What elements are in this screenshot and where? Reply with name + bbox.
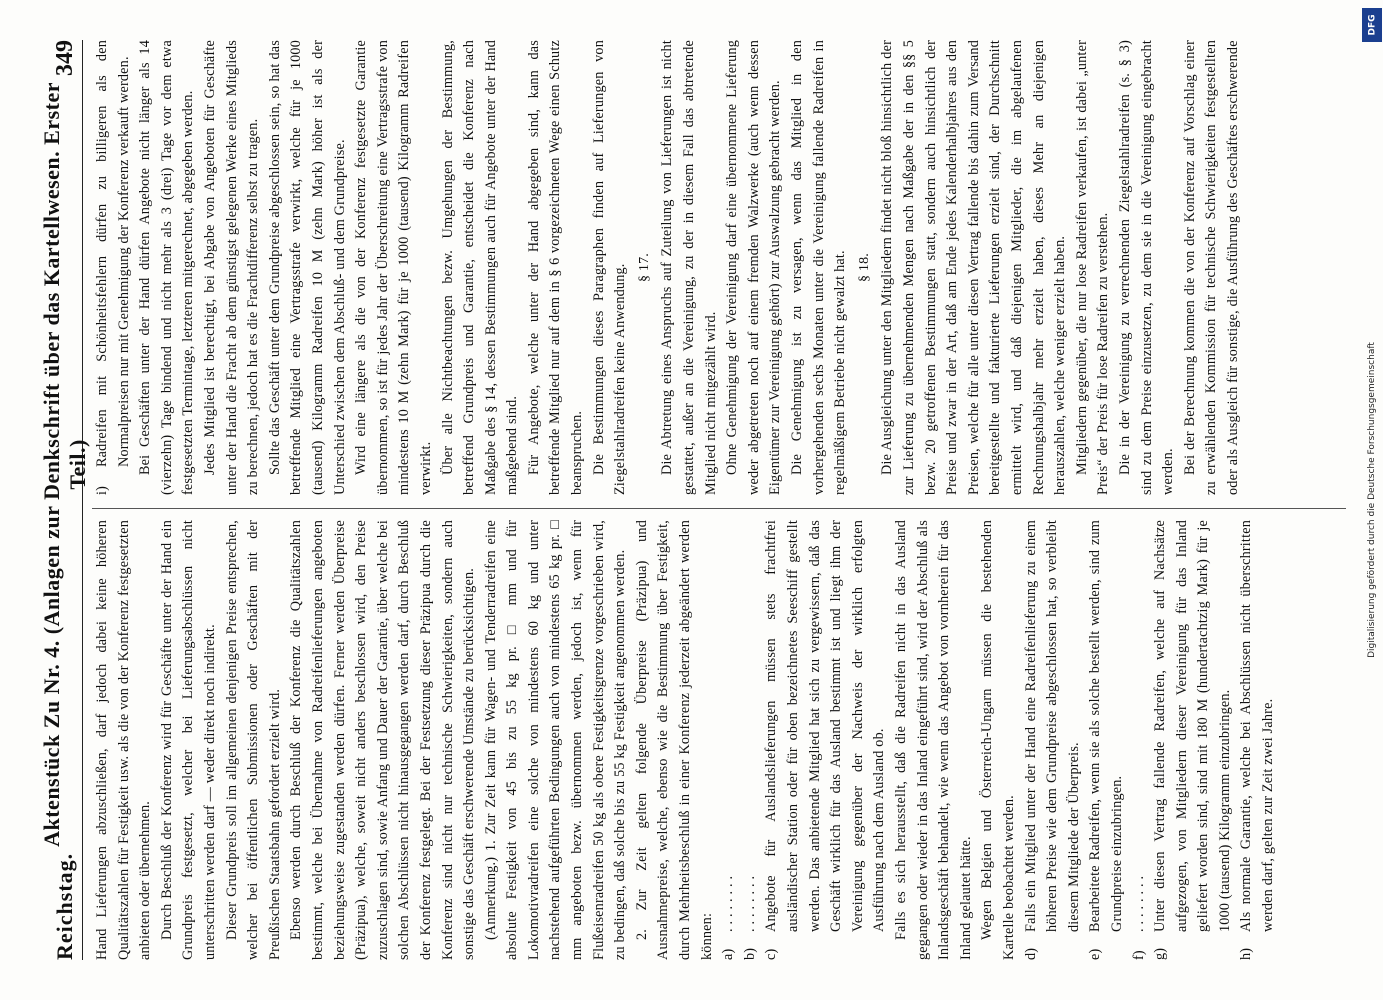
list-item-label: c) [763, 948, 780, 960]
list-item-label: i) [94, 485, 110, 495]
list-item [1129, 520, 1151, 960]
paragraph: Jedes Mitglied ist berechtigt, bei Abgabe von Angeboten für Geschäfte unter der Hand die Fracht ab dem günstigst gelegenen Werke eines Mitglieds zu berechnen, jedoch hat es die Frachtdifferenz selbst zu tragen. [201, 40, 262, 495]
paragraph: 2. Zur Zeit gelten folgende Überpreise (Präzipua) und Ausnahmepreise, welche, ebenso wie die Bestimmung über Festigkeit, durch Mehrheitsbeschluß in einer Konferenz jederzeit abgeändert werden können: [633, 520, 715, 960]
list-item-label: h) [1238, 947, 1255, 960]
paragraph: Ebenso werden durch Beschluß der Konferenz die Qualitätszahlen bestimmt, welche bei Übernahme von Radreifenlieferungen angeboten beziehungsweise zugestanden werden dürfen. Ferner werden Überpreise (Präzipua), welche, soweit nicht anders beschlossen wird, den Preise zuzuschlagen sind, sowie Anfang und Dauer der Garantie, über welche bei solchen Abschlüssen nicht hinausgegangen werden darf, durch Beschluß der Konferenz festgelegt. Bei der Festsetzung dieser Präzipua durch die Konferenz sind nicht nur technische Schwierigkeiten, sondern auch sonstige das Geschäft erschwerende Umstände zu berücksichtigen. [288, 520, 478, 960]
section-heading: § 18. [856, 253, 872, 282]
paragraph: Hand Lieferungen abzuschließen, darf jedoch dabei keine höheren Qualitätszahlen für Festigkeit usw. als die von der Konferenz festgesetzten anbieten oder übernehmen. [94, 520, 154, 960]
paragraph: Für Angebote, welche unter der Hand abgegeben sind, kann das betreffende Mitglied nur auf dem in § 6 vorgezeichneten Wege einen Schutz beanspruchen. [525, 40, 586, 495]
list-item-text: Als normale Garantie, welche bei Abschlüssen nicht überschritten werden darf, gelten zur Zeit zwei Jahre. [1238, 520, 1277, 932]
list-item [761, 520, 891, 960]
section-heading: § 17. [636, 253, 652, 282]
paragraph: Wird eine längere als die von der Konferenz festgesetzte Garantie übernommen, so ist für jedes Jahr der Überschreitung eine Vertragsstrafe von mindestens 10 M (zehn Mark) für je 1000 (tausend) Kilogramm Radreifen verwirkt. [353, 40, 434, 495]
list-item [92, 40, 135, 495]
rotated-page [40, 20, 1370, 980]
column-divider [92, 508, 1346, 509]
paragraph: Die Ausgleichung unter den Mitgliedern findet nicht bloß hinsichtlich der zur Lieferung zu übernehmenden Mengen nach Maßgabe der in den §§ 5 bezw. 20 getroffenen Bestimmungen statt, sondern auch hinsichtlich der Preise und zwar in der Art, daß am Ende jedes Kalenderhalbjahres aus den Preisen, welche für alle unter diesen Vertrag fallende bis dahin zum Versand bereitgestellte und fakturierte Lieferungen erzielt sind, der Durchschnitt ermittelt wird, und daß diejenigen Mitglieder, die im abgelaufenen Rechnungshalbjahr mehr erzielt haben, dieses Mehr an diejenigen herauszahlen, welche weniger erzielt haben. [879, 40, 1069, 495]
paragraph: Durch Beschluß der Konferenz wird für Geschäfte unter der Hand ein Grundpreis festgesetzt, welcher bei Lieferungsabschlüssen nicht unterschritten werden darf — weder direkt noch indirekt. [158, 520, 218, 960]
paragraph: Die Abtretung eines Anspruchs auf Zuteilung von Lieferungen ist nicht gestattet, außer an die Vereinigung, zu der in diesem Fall das abtretende Mitglied nicht mitgezählt wird. [659, 40, 719, 495]
paragraph: Mitgliedern gegenüber, die nur lose Radreifen verkaufen, ist dabei „unter Preis“ der Preis für lose Radreifen zu verstehen. [1073, 40, 1112, 495]
paragraph: Sollte das Geschäft unter dem Grundpreise abgeschlossen sein, so hat das betreffende Mitglied eine Vertragsstrafe verwirkt, welche für je 1000 (tausend) Kilogramm Radreifen 10 M (zehn Mark) höher ist als der Unterschied zwischen dem Abschluß- und dem Grundpreise. [266, 40, 348, 495]
paragraph: Wegen Belgien und Österreich-Ungarn müssen die bestehenden Kartelle beobachtet werden. [979, 520, 1017, 960]
list-item [1236, 520, 1279, 960]
list-item-text: Unter diesen Vertrag fallende Radreifen, welche auf Nachsätze aufgezogen, von Mitgliedern dieser Vereinigung für das Inland geliefert worden sind, sind mit 180 M (hundertachtzig Mark) für je 1000 (tausend) Kilogramm einzubringen. [1152, 520, 1233, 932]
list-item-label: a) [720, 948, 737, 960]
list-item [1150, 520, 1236, 960]
header-title: Aktenstück Zu Nr. 4. (Anlagen zur Denkschrift über das Kartellwesen. Erster Teil.) [39, 81, 90, 847]
list-item-text: . . . . . . . . [1130, 875, 1147, 932]
left-column [92, 520, 1350, 960]
right-column [92, 40, 1350, 495]
paragraph: Bei Geschäften unter der Hand dürfen Angebote nicht länger als 14 (vierzehn) Tage bindend und nicht mehr als 3 (drei) Tage vor dem etwa festgesetzten Termintage, letzteren mitgerechnet, abgegeben werden. [137, 40, 197, 495]
list-item-text: . . . . . . . . [720, 875, 737, 932]
list-item-text: . . . . . . . . [741, 875, 758, 932]
list-item-label: b) [741, 947, 758, 960]
list-item-text: Angebote für Auslandslieferungen müssen stets frachtfrei ausländischer Station oder für oben bezeichnetes Seeschiff gestellt werden. Das anbietende Mitglied hat sich zu vergewissern, daß das Geschäft wirklich für das Ausland bestimmt ist und liegt ihm der Vereinigung gegenüber der Nachweis der wirklich erfolgten Ausführung nach dem Ausland ob. [763, 520, 888, 932]
list-item-label: g) [1152, 947, 1169, 960]
paragraph: Die Bestimmungen dieses Paragraphen finden auf Lieferungen von Ziegelstahlradreifen keine Anwendung. [590, 40, 629, 495]
paragraph: Die in der Vereinigung zu verrechnenden Ziegelstahlradreifen (s. § 3) sind zu dem Preise einzusetzen, zu dem sie in die Vereinigung eingebracht werden. [1116, 40, 1177, 495]
list-item [740, 520, 762, 960]
list-item-label: e) [1087, 948, 1104, 960]
paragraph: (Anmerkung.) 1. Zur Zeit kann für Wagen- und Tenderradreifen eine absolute Festigkeit von 45 bis zu 55 kg pr. □ mm und für Lokomotivradreifen eine solche von mindestens 60 kg und unter nachstehend aufgeführten Bedingungen auch von mindestens 65 kg pr. □ mm angeboten bezw. übernommen werden, jedoch ist, wenn für Flußeisenradreifen 50 kg als obere Festigkeitsgrenze vorgeschrieben wird, zu bedingen, daß solche bis zu 55 kg Festigkeit angenommen werden. [482, 520, 629, 960]
list-item-text: Bearbeitete Radreifen, wenn sie als solche bestellt werden, sind zum Grundpreise einzubringen. [1087, 520, 1125, 932]
digitization-note: Digitalisierung gefördert durch die Deutsche Forschungsgemeinschaft [1367, 342, 1377, 658]
list-item-label: d) [1022, 947, 1039, 960]
paragraph: Die Genehmigung ist zu versagen, wenn das Mitglied in den vorhergehenden sechs Monaten unter die Vereinigung fallende Radreifen in regelmäßigem Betriebe nicht gewalzt hat. [789, 40, 849, 495]
list-item-text: Falls ein Mitglied unter der Hand eine Radreifenlieferung zu einem höheren Preise wie dem Grundpreise abgeschlossen hat, so verbleibt diesem Mitgliede der Überpreis. [1022, 520, 1082, 932]
list-item-text: Radreifen mit Schönheitsfehlern dürfen zu billigeren als den Normalpreisen nur mit Genehmigung der Konferenz verkauft werden. [94, 40, 132, 467]
header-left: Reichstag. [52, 852, 77, 960]
list-item [1085, 520, 1128, 960]
dfg-logo [1362, 8, 1382, 42]
paragraph: Falls es sich herausstellt, daß die Radreifen nicht in das Ausland gegangen oder wieder in das Inland eingeführt sind, wird der Abschluß als Inlandsgeschäft behandelt, wie wenn das Angebot von vornherein für das Inland gelautet hätte. [892, 520, 974, 960]
page-number: 349 [51, 40, 78, 76]
list-item [718, 520, 740, 960]
paragraph: Über alle Nichtbeachtungen bezw. Umgehungen der Bestimmung, betreffend Grundpreis und Garantie, entscheidet die Konferenz nach Maßgabe des § 14, dessen Bestimmungen auch für Angebote unter der Hand maßgebend sind. [439, 40, 521, 495]
running-header [39, 40, 90, 960]
list-item [1021, 520, 1086, 960]
paragraph: Dieser Grundpreis soll im allgemeinen denjenigen Preise entsprechen, welcher bei öffentlichen Submissionen oder Geschäften mit der Preußischen Staatsbahn gefordert erzielt wird. [223, 520, 283, 960]
dfg-logo-text: DFG [1367, 14, 1378, 36]
list-item-label: f) [1130, 950, 1147, 960]
paragraph: Bei der Berechnung kommen die von der Konferenz auf Vorschlag einer zu erwählenden Kommission für technische Schwierigkeiten festgestellten oder als Ausgleich für sonstige, die Ausführung des Geschäftes erschwerende [1181, 40, 1241, 495]
paragraph: Ohne Genehmigung der Vereinigung darf eine übernommene Lieferung weder abgetreten noch auf einem fremden Walzwerke (auch wenn dessen Eigentümer zur Vereinigung gehört) zur Auswalzung gebracht werden. [724, 40, 784, 495]
